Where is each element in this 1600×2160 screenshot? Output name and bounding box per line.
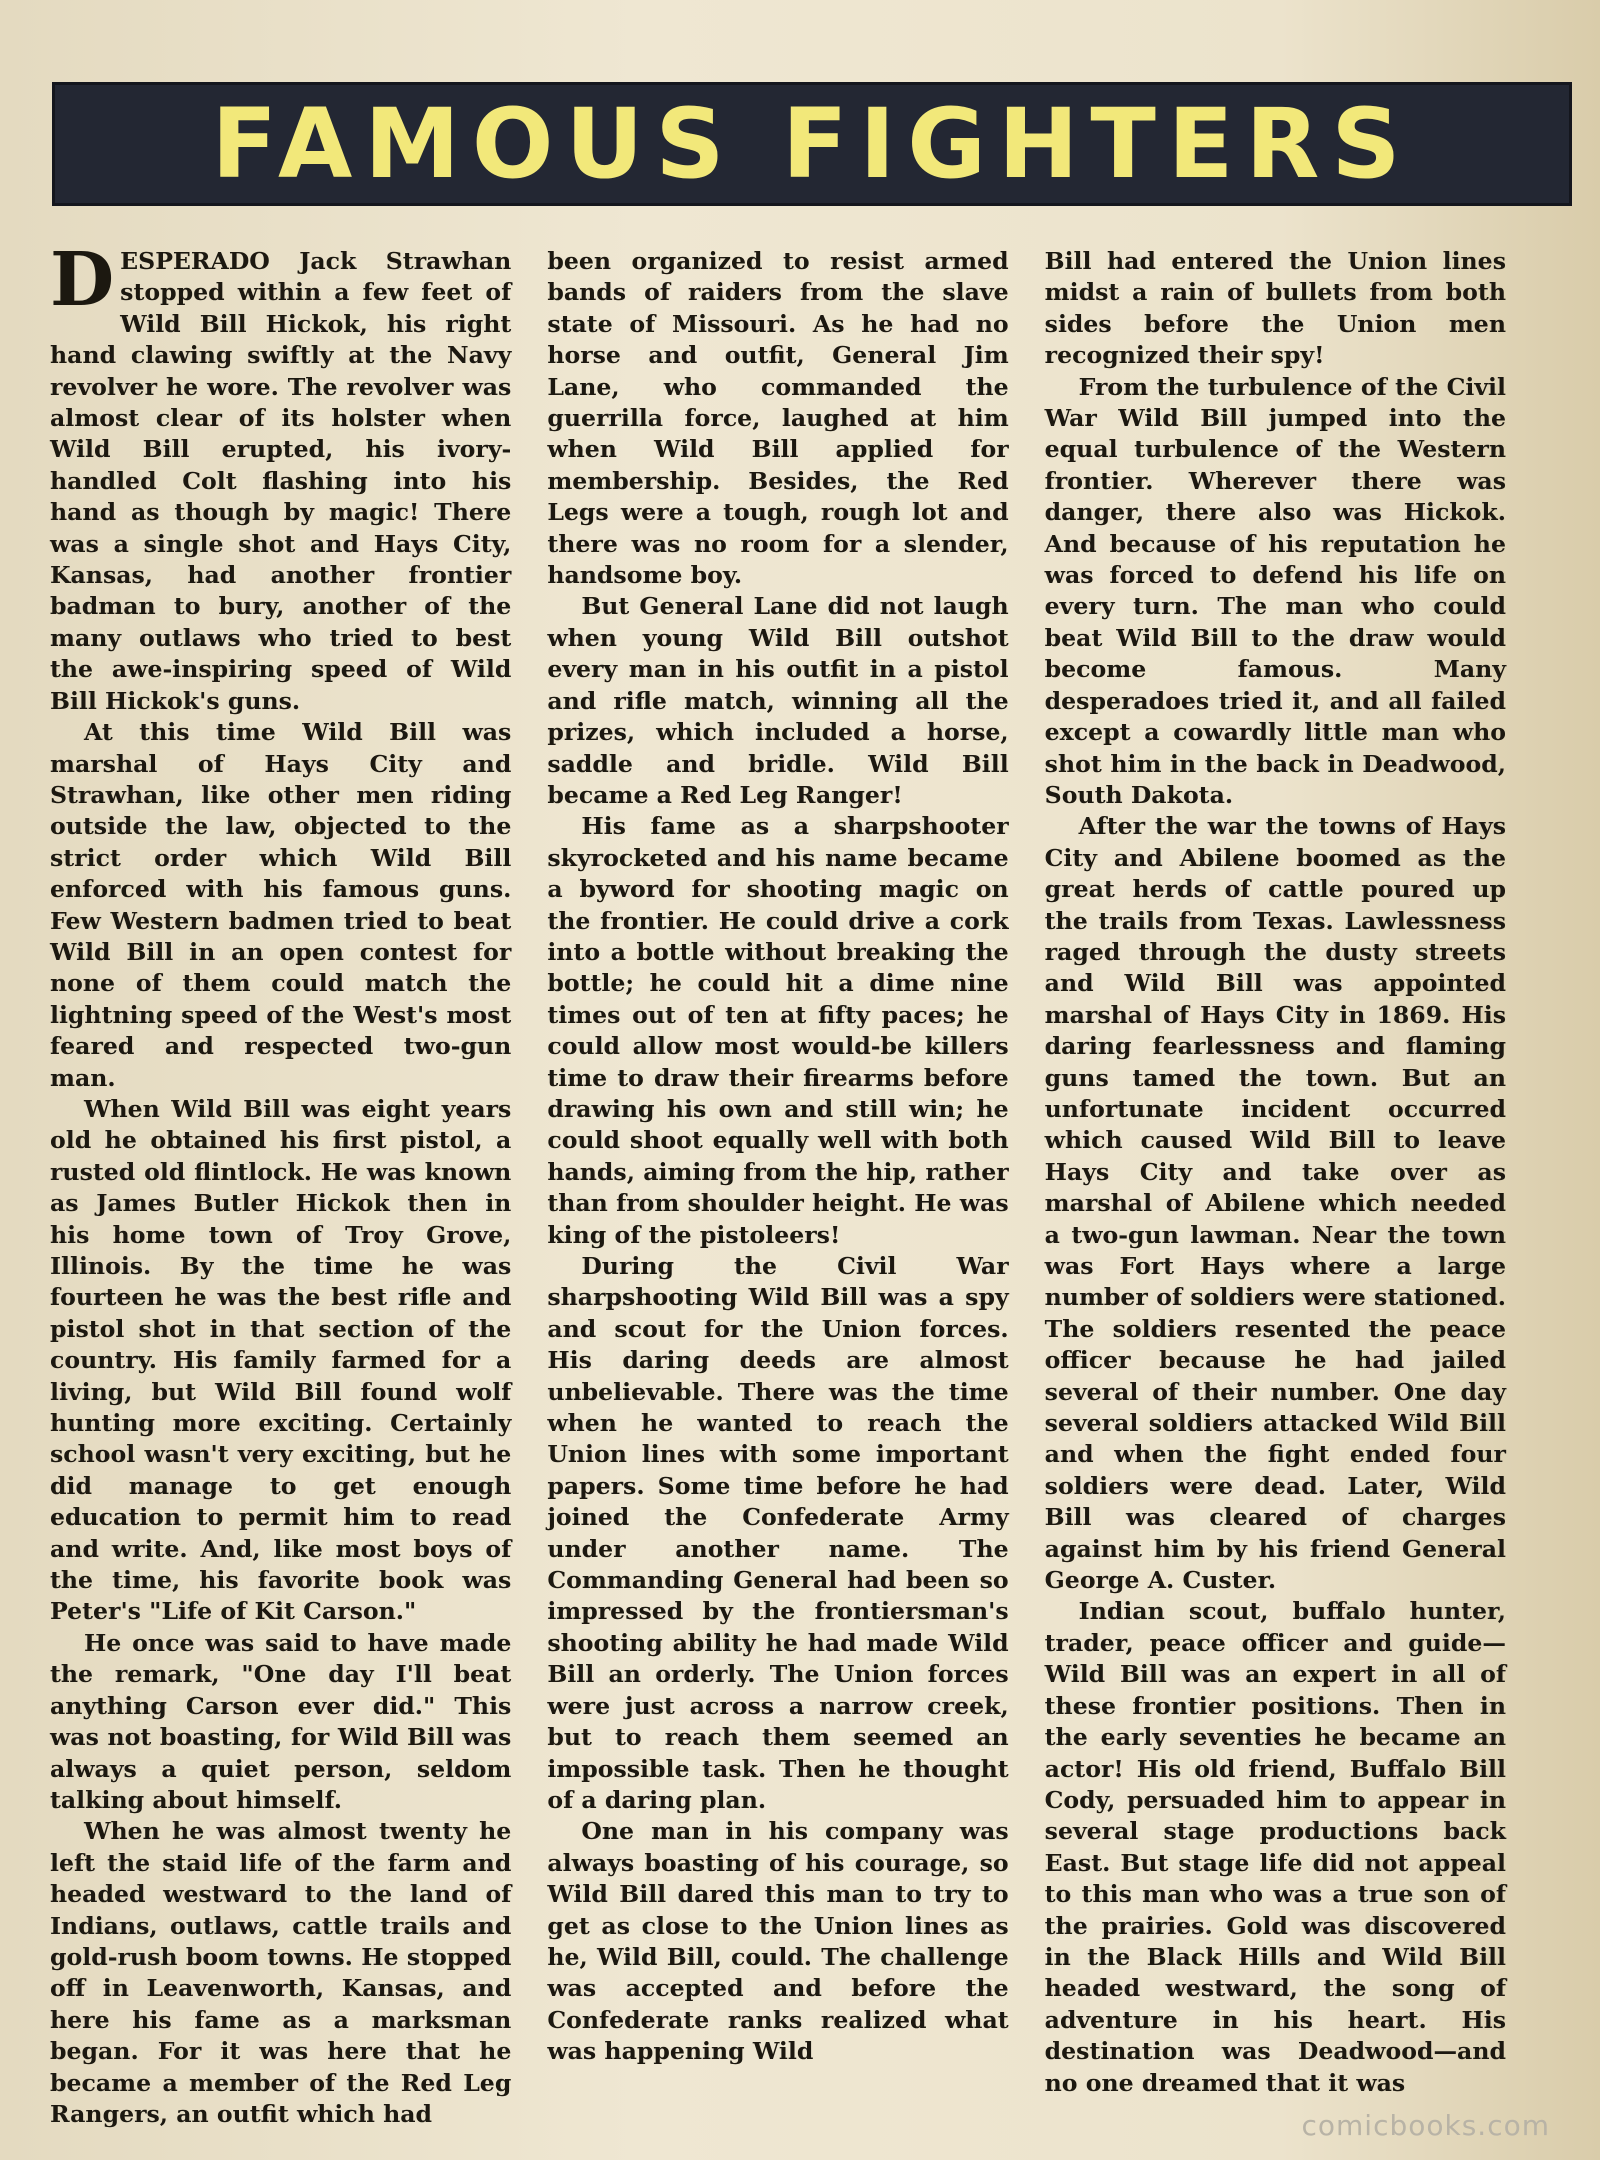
watermark: comicbooks.com xyxy=(1301,2109,1550,2142)
page-title: FAMOUS FIGHTERS xyxy=(211,88,1413,200)
title-banner xyxy=(52,82,1572,206)
paragraph: After the war the towns of Hays City and Abilene boomed as the great herds of cattle poured up the trails from Texas. Lawlessness raged through the dusty streets and Wild Bill was appointed marshal of Hays City in 1869. His daring fearlessness and flaming guns tamed the town. But an unfortunate incident occurred which caused Wild Bill to leave Hays City and take over as marshal of Abilene which needed a two-gun lawman. Near the town was Fort Hays where a large number of soldiers were stationed. The soldiers resented the peace officer because he had jailed several of their number. One day several soldiers attacked Wild Bill and when the fight ended four soldiers were dead. Later, Wild Bill was cleared of charges against him by his friend General George A. Custer. xyxy=(1044,812,1506,1595)
paragraph xyxy=(50,237,512,717)
paragraph: From the turbulence of the Civil War Wild Bill jumped into the equal turbulence of the Western frontier. Wherever there was danger, there also was Hickok. And because of his reputation he was forced to defend his life on every turn. The man who could beat Wild Bill to the draw would become famous. Many desperadoes tried it, and all failed except a cowardly little man who shot him in the back in Deadwood, South Dakota. xyxy=(1044,372,1506,809)
paragraph: Bill had entered the Union lines midst a rain of bullets from both sides before the Union men recognized their spy! xyxy=(1044,247,1506,370)
paragraph: been organized to resist armed bands of raiders from the slave state of Missouri. As he had no horse and outfit, General Jim Lane, who commanded the guerrilla force, laughed at him when Wild Bill applied for membership. Besides, the Red Legs were a tough, rough lot and there was no room for a slender, handsome boy. xyxy=(547,247,1009,590)
paragraph: His fame as a sharpshooter skyrocketed and his name became a byword for shooting magic on the frontier. He could drive a cork into a bottle without breaking the bottle; he could hit a dime nine times out of ten at fifty paces; he could allow most would-be killers time to draw their firearms before drawing his own and still win; he could shoot equally well with both hands, aiming from the hip, rather than from shoulder height. He was king of the pistoleers! xyxy=(547,812,1009,1249)
article-body xyxy=(50,237,1506,2128)
drop-cap: D xyxy=(50,237,115,323)
paragraph: When he was almost twenty he left the staid life of the farm and headed westward to the land of Indians, outlaws, cattle trails and gold-rush boom towns. He stopped off in Leavenworth, Kansas, and here his fame as a marksman began. For it was here that he became a member of the Red Leg Rangers, an outfit which had xyxy=(50,1817,512,2128)
paragraph: At this time Wild Bill was marshal of Hays City and Strawhan, like other men riding outside the law, objected to the strict order which Wild Bill enforced with his famous guns. Few Western badmen tried to beat Wild Bill in an open contest for none of them could match the lightning speed of the West's most feared and respected two-gun man. xyxy=(50,718,512,1092)
paragraph: During the Civil War sharpshooting Wild Bill was a spy and scout for the Union forces. His daring deeds are almost unbelievable. There was the time when he wanted to reach the Union lines with some important papers. Some time before he had joined the Confederate Army under another name. The Commanding General had been so impressed by the frontiersman's shooting ability he had made Wild Bill an orderly. The Union forces were just across a narrow creek, but to reach them seemed an impossible task. Then he thought of a daring plan. xyxy=(547,1252,1009,1814)
paragraph: He once was said to have made the remark, "One day I'll beat anything Carson ever did." This was not boasting, for Wild Bill was always a quiet person, seldom talking about himself. xyxy=(50,1628,512,1814)
paragraph: When Wild Bill was eight years old he obtained his first pistol, a rusted old flintlock. He was known as James Butler Hickok then in his home town of Troy Grove, Illinois. By the time he was fourteen he was the best rifle and pistol shot in that section of the country. His family farmed for a living, but Wild Bill found wolf hunting more exciting. Certainly school wasn't very exciting, but he did manage to get enough education to permit him to read and write. And, like most boys of the time, his favorite book was Peter's "Life of Kit Carson." xyxy=(50,1094,512,1626)
column-3 xyxy=(1044,246,1506,2097)
paragraph: One man in his company was always boasting of his courage, so Wild Bill dared this man to try to get as close to the Union lines as he, Wild Bill, could. The challenge was accepted and before the Confederate ranks realized what was happening Wild xyxy=(547,1817,1009,2066)
column-1 xyxy=(50,237,512,2128)
column-2 xyxy=(547,246,1008,2086)
paragraph-text: ESPERADO Jack Strawhan stopped within a few feet of Wild Bill Hickok, his right hand clawing swiftly at the Navy revolver he wore. The revolver was almost clear of its holster when Wild Bill erupted, his ivory-handled Colt flashing into his hand as though by magic! There was a single shot and Hays City, Kansas, had another frontier badman to bury, another of the many outlaws who tried to best the awe-inspiring speed of Wild Bill Hickok's guns. xyxy=(50,247,512,715)
paragraph: But General Lane did not laugh when young Wild Bill outshot every man in his outfit in a pistol and rifle match, winning all the prizes, which included a horse, saddle and bridle. Wild Bill became a Red Leg Ranger! xyxy=(547,592,1009,809)
paragraph: Indian scout, buffalo hunter, trader, peace officer and guide—Wild Bill was an expert in all of these frontier positions. Then in the early seventies he became an actor! His old friend, Buffalo Bill Cody, persuaded him to appear in several stage productions back East. But stage life did not appeal to this man who was a true son of the prairies. Gold was discovered in the Black Hills and Wild Bill headed westward, the song of adventure in his heart. His destination was Deadwood—and no one dreamed that it was xyxy=(1044,1597,1506,2097)
